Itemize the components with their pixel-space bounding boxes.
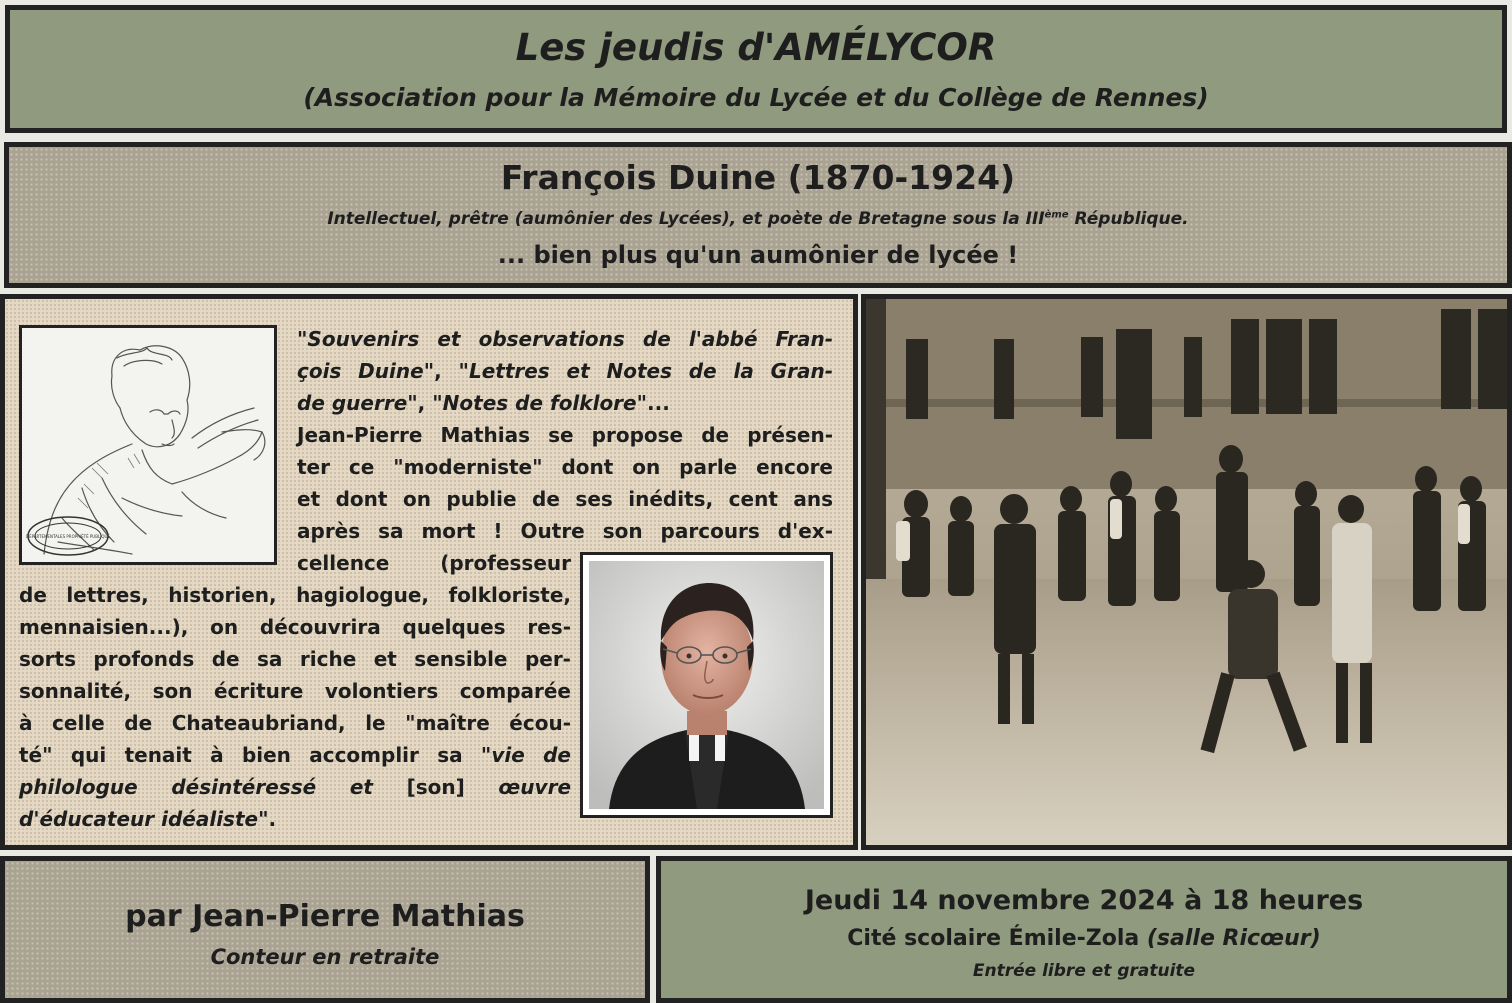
header-banner [5, 5, 1507, 133]
subject-name: François Duine (1870-1924) [500, 158, 1016, 197]
text-line-3: de guerre", "Notes de folklore"... [297, 391, 670, 415]
subject-description: Intellectuel, prêtre (aumônier des Lycées), et poète de Bretagne sous la IIIème République. [327, 209, 1189, 229]
text-line-14: té" qui tenait à bien accomplir sa "vie de [19, 743, 571, 767]
text-line-15: philologue désintéressé et [son] œuvre [19, 775, 572, 799]
color-portrait-image [589, 561, 824, 809]
event-date: Jeudi 14 novembre 2024 à 18 heures [804, 885, 1364, 916]
text-line-1: "Souvenirs et observations de l'abbé Fran- [297, 327, 833, 351]
text-line-6: et dont on publie de ses inédits, cent ans [297, 487, 833, 511]
text-line-4: Jean-Pierre Mathias se propose de présen- [297, 423, 833, 447]
event-entry: Entrée libre et gratuite [972, 961, 1196, 981]
event-series-title: Les jeudis d'AMÉLYCOR [515, 26, 997, 69]
text-line-16: d'éducateur idéaliste". [19, 807, 277, 831]
text-line-7: après sa mort ! Outre son parcours d'ex- [297, 519, 833, 543]
text-line-8: cellence (professeur [297, 551, 571, 575]
text-line-10: mennaisien...), on découvrira quelques res- [19, 615, 571, 639]
sketch-portrait-image [19, 325, 277, 565]
presentation-text-panel [0, 294, 858, 850]
event-place: Cité scolaire Émile-Zola (salle Ricœur) [847, 926, 1321, 951]
text-line-5: ter ce "moderniste" dont on parle encore [297, 455, 833, 479]
text-line-12: sonnalité, son écriture volontiers comparée [19, 679, 571, 703]
speaker-role: Conteur en retraite [210, 945, 440, 969]
text-line-2: çois Duine", "Lettres et Notes de la Gran- [297, 359, 833, 383]
text-line-11: sorts profonds de sa riche et sensible per- [19, 647, 571, 671]
schoolyard-photo [861, 294, 1512, 850]
archive-stamp [26, 517, 110, 555]
text-line-9: de lettres, historien, hagiologue, folkloriste, [19, 583, 571, 607]
stamp-text: DÉPARTEMENTALES PROPRIÉTÉ PUBLIQUE [26, 534, 110, 539]
text-line-13: à celle de Chateaubriand, le "maître écou- [19, 711, 571, 735]
speaker-name: par Jean-Pierre Mathias [125, 899, 525, 934]
color-portrait-frame [580, 552, 833, 818]
speaker-banner [0, 856, 650, 1003]
subject-tagline: ... bien plus qu'un aumônier de lycée ! [497, 241, 1019, 269]
association-subtitle: (Association pour la Mémoire du Lycée et du Collège de Rennes) [303, 83, 1209, 112]
subject-banner [4, 142, 1512, 288]
event-details-banner [656, 856, 1512, 1003]
